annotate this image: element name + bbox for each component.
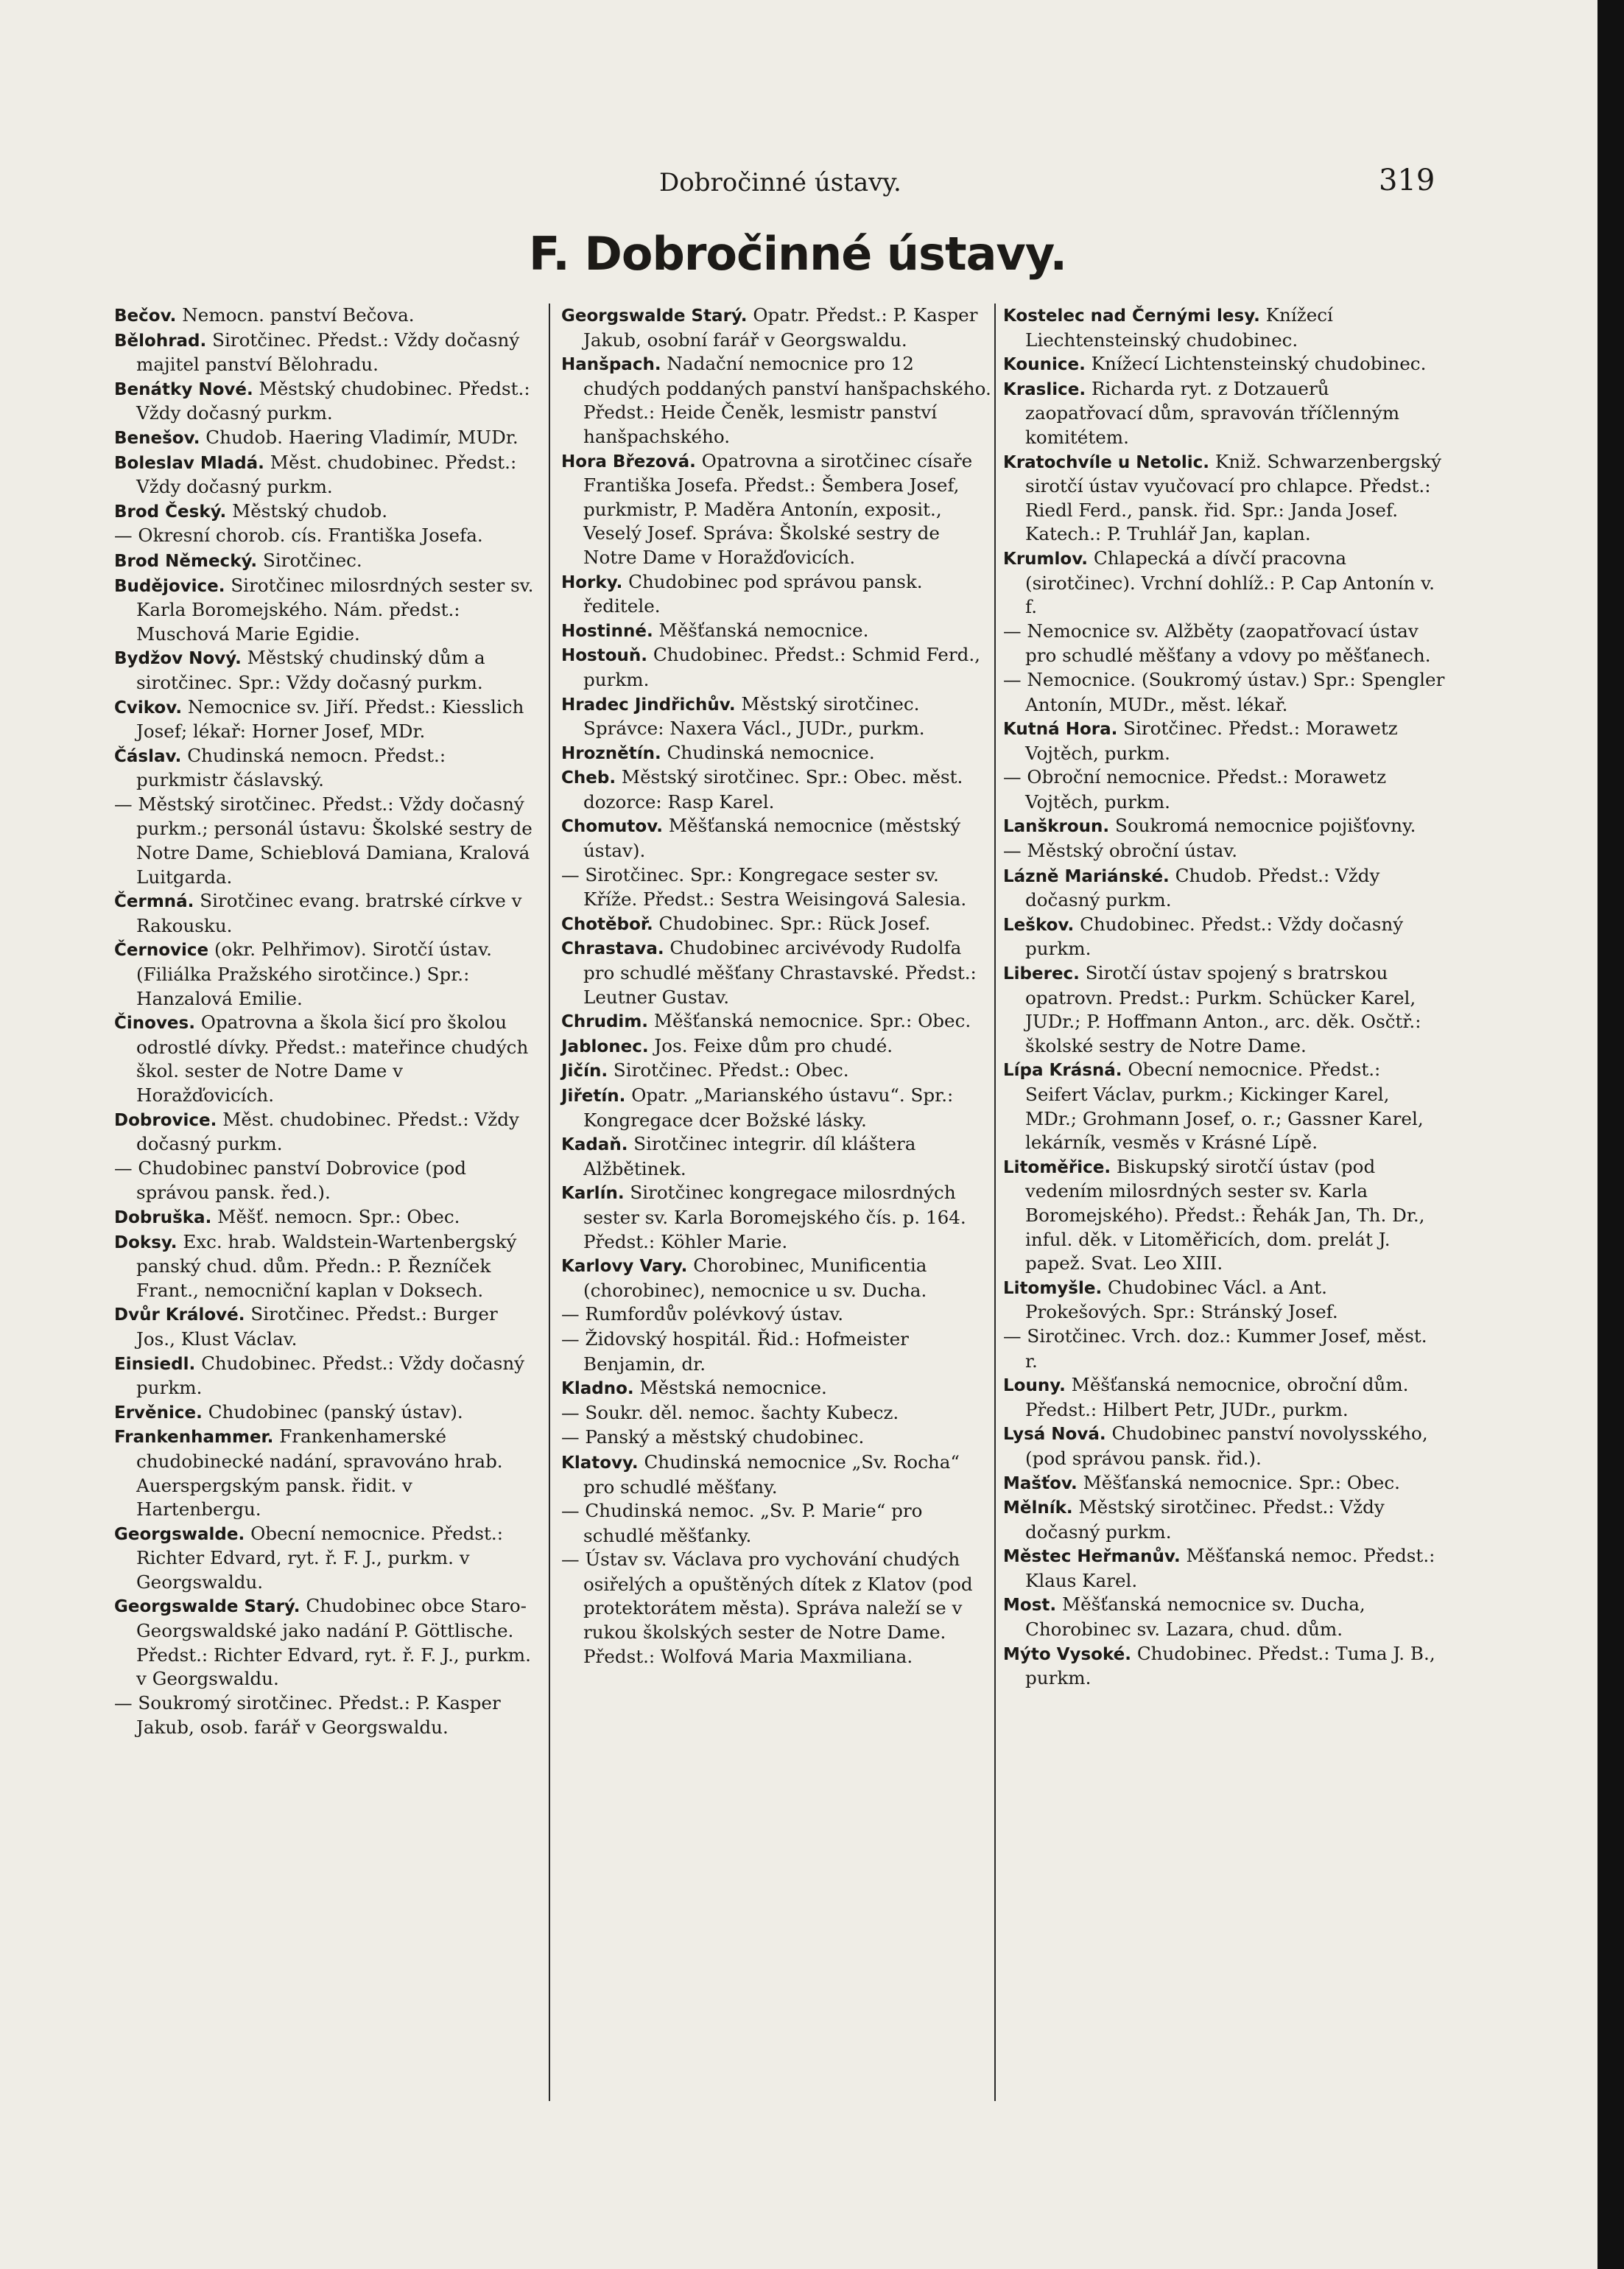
entry-town: Kraslice.	[1003, 379, 1086, 399]
entry-text: — Nemocnice sv. Alžběty (zaopatřovací ústav pro schudlé měšťany a vdovy po měšťanech.	[1003, 620, 1431, 667]
entry-town: Kounice.	[1003, 355, 1086, 375]
entry-town: Chrudim.	[561, 1012, 649, 1032]
entry-text: Chudob. Haering Vladimír, MUDr.	[205, 426, 519, 448]
entry-town: Chotěboř.	[561, 914, 653, 934]
entry-text: Nadační nemocnice pro 12 chudých poddaných panství hanšpachského. Předst.: Heide Čeněk, lesmistr panství hanšpachského.	[583, 353, 991, 447]
directory-entry	[1003, 1325, 1445, 1373]
directory-entry	[114, 549, 541, 574]
entry-text: Měšťanská nemoc. Předst.: Klaus Karel.	[1025, 1545, 1435, 1591]
entry-text: Chudinská nemocnice „Sv. Rocha“ pro schudlé měšťany.	[583, 1451, 960, 1498]
entry-text: Chudobinec. Předst.: Vždy dočasný purkm.	[1025, 913, 1404, 960]
directory-entry	[114, 426, 541, 451]
entry-text: Soukromá nemocnice pojišťovny.	[1115, 815, 1416, 837]
directory-entry	[114, 646, 541, 695]
entry-text: — Okresní chorob. cís. Františka Josefa.	[114, 525, 483, 547]
directory-entry	[1003, 450, 1445, 547]
directory-entry	[1003, 1276, 1445, 1325]
entry-text: — Chudobinec panství Dobrovice (pod správou pansk. řed.).	[114, 1157, 467, 1204]
directory-entry	[114, 377, 541, 426]
entry-text: Sirotčinec. Předst.: Vždy dočasný majitel panství Bělohradu.	[136, 329, 520, 376]
entry-text: Kniž. Schwarzenbergský sirotčí ústav vyučovací pro chlapce. Předst.: Riedl Ferd., pansk. řid. Spr.: Janda Josef. Katech.: P. Truhlář Jan, kaplan.	[1025, 450, 1442, 545]
column-middle	[561, 304, 992, 1669]
entry-town: Kladno.	[561, 1379, 634, 1399]
entry-text: Opatr. Předst.: P. Kasper Jakub, osobní farář v Georgswaldu.	[583, 304, 978, 351]
directory-entry	[1003, 547, 1445, 620]
entry-town: Činoves.	[114, 1014, 195, 1034]
column-divider	[994, 304, 996, 2101]
entry-town: Brod Český.	[114, 502, 227, 522]
entry-town: Černovice	[114, 941, 209, 961]
directory-entry	[1003, 913, 1445, 961]
directory-entry	[561, 1425, 992, 1451]
directory-entry	[114, 889, 541, 938]
entry-town: Most.	[1003, 1596, 1057, 1616]
directory-entry	[561, 1401, 992, 1426]
entry-town: Hradec Jindřichův.	[561, 695, 736, 715]
entry-text: Městský chudobinec. Předst.: Vždy dočasný purkm.	[136, 377, 530, 424]
directory-entry	[114, 1205, 541, 1230]
directory-entry	[114, 574, 541, 647]
directory-entry	[1003, 839, 1445, 864]
entry-text: Měšťanská nemocnice.	[658, 619, 869, 641]
entry-town: Lázně Mariánské.	[1003, 866, 1170, 886]
entry-text: Knížecí Liechtensteinský chudobinec.	[1025, 304, 1333, 351]
directory-entry	[561, 912, 992, 937]
entry-text: Měst. chudobinec. Předst.: Vždy dočasný purkm.	[136, 451, 517, 498]
entry-text: Měšťanská nemocnice. Spr.: Obec.	[1083, 1471, 1400, 1493]
entry-town: Karlovy Vary.	[561, 1257, 688, 1277]
entry-town: Kadaň.	[561, 1135, 628, 1155]
directory-entry	[561, 1009, 992, 1034]
entry-town: Jablonec.	[561, 1037, 649, 1056]
entry-town: Karlín.	[561, 1184, 625, 1204]
directory-entry	[1003, 717, 1445, 765]
entry-text: — Chudinská nemoc. „Sv. P. Marie“ pro schudlé měšťanky.	[561, 1500, 923, 1546]
entry-text: — Panský a městský chudobinec.	[561, 1426, 865, 1448]
directory-entry	[561, 1181, 992, 1254]
entry-text: Sirotčinec. Předst.: Morawetz Vojtěch, purkm.	[1025, 718, 1398, 764]
entry-town: Louny.	[1003, 1376, 1066, 1396]
entry-town: Hostinné.	[561, 621, 653, 641]
directory-entry	[561, 1548, 992, 1669]
entry-text: — Židovský hospitál. Řid.: Hofmeister Benjamin, dr.	[561, 1328, 909, 1375]
page-number: 319	[1379, 164, 1435, 197]
directory-entry	[1003, 961, 1445, 1058]
entry-town: Chrastava.	[561, 939, 664, 959]
entry-town: Jiřetín.	[561, 1087, 626, 1106]
entry-text: Chudob. Předst.: Vždy dočasný purkm.	[1025, 864, 1380, 911]
directory-entry	[114, 1108, 541, 1157]
entry-town: Jičín.	[561, 1062, 608, 1081]
directory-entry	[561, 304, 992, 352]
entry-text: Městský chudob.	[232, 499, 388, 522]
entry-town: Kratochvíle u Netolic.	[1003, 452, 1210, 472]
column-left	[114, 304, 541, 1740]
entry-text: Biskupský sirotčí ústav (pod vedením milosrdných sester sv. Karla Boromejského). Předst.: Řehák Jan, Th. Dr., inful. děk. v Litoměřicích, dom. prelát J. papež. Svat. Leo XIII.	[1025, 1155, 1425, 1274]
entry-text: Chudobinec. Předst.: Vždy dočasný purkm.	[136, 1352, 525, 1399]
binding-edge	[1597, 0, 1624, 2269]
entry-town: Cheb.	[561, 768, 616, 788]
directory-entry	[114, 1302, 541, 1351]
entry-text: Chudobinec pod správou pansk. ředitele.	[583, 570, 923, 617]
entry-text: Sirotčinec kongregace milosrdných sester sv. Karla Boromejského čís. p. 164. Předst.: Köhler Marie.	[583, 1182, 966, 1252]
entry-text: Měst. chudobinec. Předst.: Vždy dočasný purkm.	[136, 1108, 519, 1155]
directory-entry	[1003, 1495, 1445, 1544]
directory-entry	[561, 1034, 992, 1059]
entry-town: Kostelec nad Černými lesy.	[1003, 306, 1260, 326]
directory-entry	[1003, 1642, 1445, 1691]
entry-text: — Obroční nemocnice. Předst.: Morawetz Vojtěch, purkm.	[1003, 766, 1387, 813]
entry-town: Dvůr Králové.	[114, 1305, 245, 1325]
entry-town: Městec Heřmanův.	[1003, 1547, 1181, 1567]
entry-text: Chudobinec. Předst.: Tuma J. B., purkm.	[1025, 1642, 1435, 1689]
entry-town: Liberec.	[1003, 964, 1080, 984]
entry-text: Městský chudinský dům a sirotčinec. Spr.: Vždy dočasný purkm.	[136, 647, 485, 693]
entry-town: Kutná Hora.	[1003, 720, 1118, 740]
directory-entry	[114, 451, 541, 499]
entry-text: Nemocnice sv. Jiří. Předst.: Kiesslich Josef; lékař: Horner Josef, MDr.	[136, 695, 524, 743]
entry-text: Richarda ryt. z Dotzauerů zaopatřovací dům, spravován tříčlenným komitétem.	[1025, 377, 1400, 448]
entry-text: Měšťanská nemocnice (městský ústav).	[583, 815, 961, 862]
entry-text: Frankenhamerské chudobinecké nadání, spravováno hrab. Auerspergským pansk. řidit. v Hartenbergu.	[136, 1425, 503, 1521]
directory-entry	[1003, 864, 1445, 913]
entry-text: — Soukr. děl. nemoc. šachty Kubecz.	[561, 1401, 899, 1423]
entry-text: Chudobinec. Spr.: Rück Josef.	[658, 912, 931, 934]
entry-town: Georgswalde.	[114, 1524, 245, 1544]
entry-town: Čáslav.	[114, 746, 182, 766]
directory-entry	[561, 814, 992, 863]
entry-town: Bydžov Nový.	[114, 649, 242, 669]
entry-town: Lanškroun.	[1003, 817, 1110, 837]
directory-entry	[114, 304, 541, 329]
directory-entry	[561, 741, 992, 766]
column-divider	[549, 304, 550, 2101]
entry-text: Nemocn. panství Bečova.	[182, 304, 415, 326]
directory-entry	[114, 793, 541, 889]
entry-text: Obecní nemocnice. Předst.: Richter Edvard, ryt. ř. F. J., purkm. v Georgswaldu.	[136, 1522, 503, 1593]
entry-town: Georgswalde Starý.	[561, 306, 748, 326]
directory-entry	[1003, 814, 1445, 839]
entry-town: Mýto Vysoké.	[1003, 1644, 1131, 1664]
directory-entry	[561, 619, 992, 644]
entry-town: Litoměřice.	[1003, 1157, 1111, 1177]
entry-town: Einsiedl.	[114, 1354, 196, 1374]
entry-text: Sirotčinec integrir. díl kláštera Alžbětinek.	[583, 1133, 916, 1179]
entry-text: Sirotčinec evang. bratrské církve v Rakousku.	[136, 890, 522, 936]
entry-town: Mělník.	[1003, 1498, 1073, 1518]
directory-entry	[1003, 1058, 1445, 1154]
directory-entry	[1003, 620, 1445, 668]
entry-text: Jos. Feixe dům pro chudé.	[654, 1034, 893, 1056]
directory-entry	[114, 1400, 541, 1425]
entry-text: Opatrovna a škola šicí pro školou odrostlé dívky. Předst.: mateřince chudých škol. sester de Notre Dame v Horažďovicích.	[136, 1011, 529, 1106]
entry-text: Měšťanská nemocnice. Spr.: Obec.	[653, 1010, 971, 1032]
directory-entry	[561, 449, 992, 570]
entry-town: Litomyšle.	[1003, 1278, 1103, 1298]
entry-text: Městská nemocnice.	[639, 1377, 827, 1399]
directory-entry	[114, 744, 541, 793]
entry-town: Krumlov.	[1003, 549, 1089, 569]
entry-text: Sirotčinec.	[262, 549, 362, 571]
entry-town: Ervěnice.	[114, 1403, 203, 1423]
directory-entry	[561, 570, 992, 619]
entry-town: Horky.	[561, 572, 623, 592]
entry-text: — Sirotčinec. Vrch. doz.: Kummer Josef, měst. r.	[1003, 1325, 1427, 1372]
directory-entry	[561, 765, 992, 814]
entry-town: Lysá Nová.	[1003, 1425, 1106, 1445]
entry-text: (okr. Pelhřimov). Sirotčí ústav. (Filiálka Pražského sirotčince.) Spr.: Hanzalová Emilie.	[136, 939, 492, 1009]
entry-town: Cvikov.	[114, 698, 183, 718]
entry-town: Chomutov.	[561, 817, 664, 837]
directory-entry	[114, 1230, 541, 1303]
entry-town: Hora Březová.	[561, 452, 696, 471]
entry-text: Chudobinec arcivévody Rudolfa pro schudlé měšťany Chrastavské. Předst.: Leutner Gustav.	[583, 937, 977, 1008]
entry-town: Lípa Krásná.	[1003, 1061, 1122, 1081]
directory-entry	[114, 1352, 541, 1400]
entry-text: Městský sirotčinec. Správce: Naxera Václ., JUDr., purkm.	[583, 692, 925, 740]
entry-text: Exc. hrab. Waldstein-Wartenbergský panský chud. dům. Předn.: P. Řezníček Frant., nemocniční kaplan v Doksech.	[136, 1230, 517, 1301]
entry-text: Chlapecká a dívčí pracovna (sirotčinec). Vrchní dohlíž.: P. Cap Antonín v. f.	[1025, 547, 1435, 618]
directory-entry	[114, 1594, 541, 1691]
entry-text: — Sirotčinec. Spr.: Kongregace sester sv. Kříže. Předst.: Sestra Weisingová Salesia.	[561, 863, 967, 911]
directory-entry	[1003, 765, 1445, 814]
directory-entry	[1003, 1544, 1445, 1593]
entry-text: Knížecí Lichtensteinský chudobinec.	[1091, 353, 1427, 375]
entry-town: Boleslav Mladá.	[114, 453, 264, 473]
directory-entry	[561, 1499, 992, 1548]
entry-text: Chudinská nemocn. Předst.: purkmistr čáslavský.	[136, 744, 446, 791]
entry-text: Chudinská nemocnice.	[667, 741, 875, 763]
directory-entry	[561, 863, 992, 912]
entry-text: Sirotčinec milosrdných sester sv. Karla Boromejského. Nám. předst.: Muschová Marie Egidie.	[136, 574, 534, 645]
directory-entry	[561, 1302, 992, 1328]
entry-text: Měšť. nemocn. Spr.: Obec.	[217, 1205, 460, 1227]
directory-entry	[561, 1451, 992, 1499]
directory-entry	[1003, 304, 1445, 352]
directory-entry	[114, 329, 541, 377]
entry-text: Chudobinec Václ. a Ant. Prokešových. Spr.: Stránský Josef.	[1025, 1276, 1338, 1323]
entry-text: — Rumfordův polévkový ústav.	[561, 1303, 844, 1325]
directory-entry	[561, 1084, 992, 1132]
column-right	[1003, 304, 1445, 1691]
directory-entry	[114, 695, 541, 744]
directory-entry	[561, 352, 992, 449]
directory-entry	[561, 692, 992, 741]
entry-town: Bečov.	[114, 306, 177, 326]
entry-town: Hostouň.	[561, 646, 648, 666]
directory-entry	[114, 1011, 541, 1107]
entry-text: Opatr. „Marianského ústavu“. Spr.: Kongregace dcer Božské lásky.	[583, 1084, 954, 1131]
entry-text: — Soukromý sirotčinec. Předst.: P. Kasper Jakub, osob. farář v Georgswaldu.	[114, 1691, 501, 1739]
entry-town: Dobruška.	[114, 1207, 212, 1227]
running-header: Dobročinné ústavy.	[659, 168, 901, 197]
entry-text: — Ústav sv. Václava pro vychování chudých osiřelých a opuštěných dítek z Klatov (pod protektorátem města). Správa naleží se v rukou školských sester de Notre Dame. Předst.: Wolfová Maria Maxmiliana.	[561, 1549, 973, 1667]
directory-entry	[1003, 1373, 1445, 1422]
directory-entry	[1003, 668, 1445, 717]
entry-text: Opatrovna a sirotčinec císaře Františka Josefa. Předst.: Šembera Josef, purkmistr, P. Maděra Antonín, exposit., Veselý Josef. Správa: Školské sestry de Notre Dame v Horažďovicích.	[583, 449, 973, 568]
entry-text: Chudobinec. Předst.: Schmid Ferd., purkm.	[583, 644, 980, 690]
section-title: F. Dobročinné ústavy.	[529, 227, 1067, 281]
entry-text: Městský sirotčinec. Předst.: Vždy dočasný purkm.	[1025, 1496, 1385, 1543]
entry-town: Dobrovice.	[114, 1110, 217, 1130]
directory-entry	[114, 1157, 541, 1205]
entry-text: Městský sirotčinec. Spr.: Obec. měst. dozorce: Rasp Karel.	[583, 766, 963, 813]
entry-text: — Nemocnice. (Soukromý ústav.) Spr.: Spengler Antonín, MUDr., měst. lékař.	[1003, 668, 1445, 715]
directory-entry	[1003, 377, 1445, 450]
directory-entry	[561, 1132, 992, 1181]
directory-entry	[114, 524, 541, 549]
directory-entry	[1003, 1471, 1445, 1496]
entry-town: Klatovy.	[561, 1453, 639, 1473]
directory-entry	[1003, 1593, 1445, 1641]
directory-entry	[114, 1425, 541, 1521]
directory-entry	[561, 936, 992, 1009]
directory-entry	[114, 499, 541, 525]
directory-entry	[561, 1328, 992, 1376]
entry-text: Chudobinec obce Staro-Georgswaldské jako nadání P. Göttlische. Předst.: Richter Edvard, ryt. ř. F. J., purkm. v Georgswaldu.	[136, 1595, 531, 1690]
entry-text: — Městský sirotčinec. Předst.: Vždy dočasný purkm.; personál ústavu: Školské sestry de Notre Dame, Schieblová Damiana, Kralová Luitgarda.	[114, 793, 532, 888]
entry-text: — Městský obroční ústav.	[1003, 840, 1238, 862]
entry-town: Bělohrad.	[114, 331, 207, 351]
entry-town: Budějovice.	[114, 576, 225, 596]
entry-text: Měšťanská nemocnice, obroční dům. Předst.: Hilbert Petr, JUDr., purkm.	[1025, 1374, 1409, 1420]
entry-text: Chudobinec panství novolysského, (pod správou pansk. řid.).	[1025, 1423, 1428, 1469]
directory-entry	[561, 643, 992, 692]
entry-text: Obecní nemocnice. Předst.: Seifert Václav, purkm.; Kickinger Karel, MDr.; Grohmann Josef, o. r.; Gassner Karel, lekárník, vesměs v Krásné Lípě.	[1025, 1059, 1424, 1154]
directory-entry	[1003, 1155, 1445, 1276]
directory-entry	[114, 938, 541, 1011]
entry-town: Benešov.	[114, 428, 200, 448]
entry-town: Hroznětín.	[561, 743, 661, 763]
entry-text: Sirotčinec. Předst.: Burger Jos., Klust Václav.	[136, 1303, 498, 1350]
entry-text: Chudobinec (panský ústav).	[208, 1400, 463, 1423]
entry-text: Měšťanská nemocnice sv. Ducha, Chorobinec sv. Lazara, chud. dům.	[1025, 1593, 1365, 1641]
directory-entry	[1003, 1422, 1445, 1470]
entry-town: Čermná.	[114, 892, 194, 912]
directory-entry	[561, 1254, 992, 1302]
entry-text: Chorobinec, Munificentia (chorobinec), nemocnice u sv. Ducha.	[583, 1255, 927, 1301]
directory-entry	[114, 1691, 541, 1740]
entry-text: Sirotčí ústav spojený s bratrskou opatrovn. Predst.: Purkm. Schücker Karel, JUDr.; P. Hoffmann Anton., arc. děk. Osčtř.: školské sestry de Notre Dame.	[1025, 962, 1421, 1056]
entry-text: Sirotčinec. Předst.: Obec.	[613, 1059, 849, 1081]
entry-town: Benátky Nové.	[114, 379, 253, 399]
entry-town: Brod Německý.	[114, 551, 258, 571]
entry-town: Frankenhammer.	[114, 1428, 274, 1448]
entry-town: Mašťov.	[1003, 1473, 1078, 1493]
entry-town: Hanšpach.	[561, 355, 661, 375]
directory-entry	[1003, 352, 1445, 377]
directory-entry	[114, 1522, 541, 1595]
entry-town: Leškov.	[1003, 915, 1075, 935]
entry-town: Doksy.	[114, 1232, 177, 1252]
entry-town: Georgswalde Starý.	[114, 1597, 300, 1617]
directory-entry	[561, 1376, 992, 1401]
directory-entry	[561, 1059, 992, 1084]
